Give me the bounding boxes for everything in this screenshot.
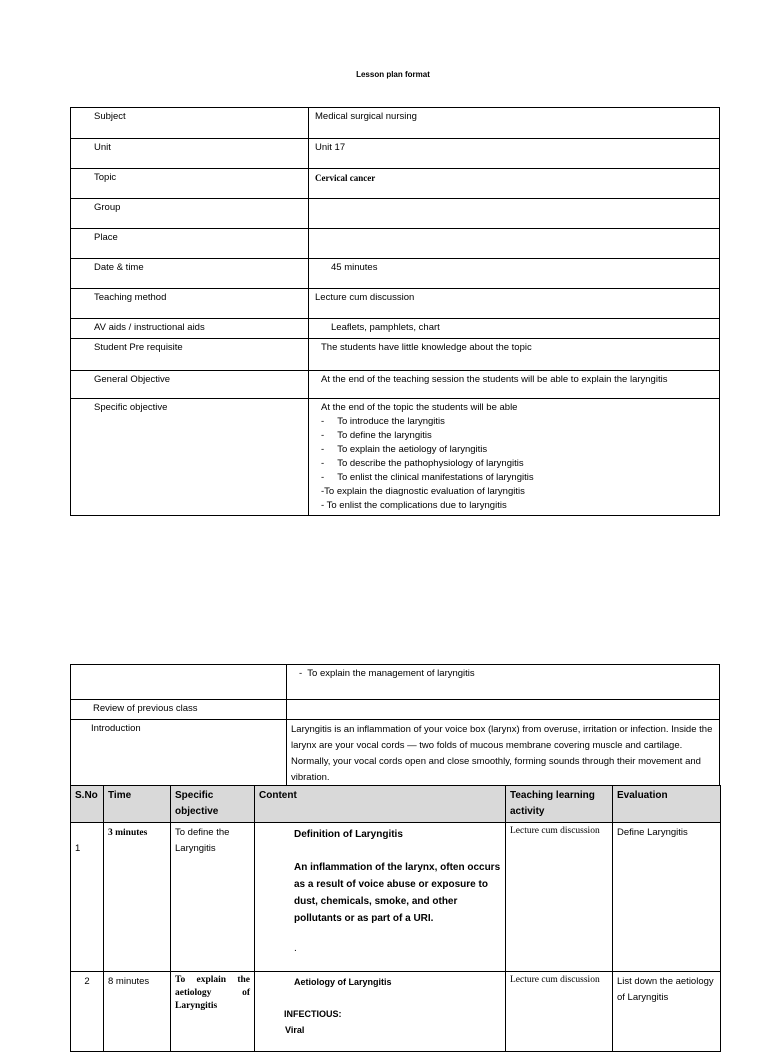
- introduction-text: Laryngitis is an inflammation of your voice box (larynx) from overuse, irritation or infection. Inside the larynx are your vocal cords — two folds of mucous membrane covering muscle and cartilage. Normally, your vocal cords open and close smoothly, forming sounds through their movement and vibration.: [287, 720, 720, 789]
- plan-label: [71, 665, 287, 700]
- plan-row: [71, 229, 720, 259]
- plan-label: Group: [71, 199, 309, 229]
- plan-label: Student Pre requisite: [71, 339, 309, 371]
- row-content: [255, 972, 506, 1052]
- plan-label: Unit: [71, 139, 309, 169]
- content-title: Aetiology of Laryngitis: [294, 977, 392, 987]
- content-title: Definition of Laryngitis: [294, 829, 403, 840]
- specific-item: - To explain the aetiology of laryngitis: [321, 444, 488, 455]
- plan-row: [71, 169, 720, 199]
- table-header-row: [71, 786, 721, 823]
- plan-value: Medical surgical nursing: [309, 108, 720, 139]
- plan-label: Date & time: [71, 259, 309, 289]
- row-activity: Lecture cum discussion: [506, 972, 613, 1052]
- plan-value: The students have little knowledge about the topic: [309, 339, 720, 371]
- plan-value: 45 minutes: [309, 259, 720, 289]
- plan-value: Cervical cancer: [309, 169, 720, 199]
- row-objective: To explain the aetiology of Laryngitis: [171, 972, 255, 1052]
- plan-label: AV aids / instructional aids: [71, 319, 309, 339]
- plan-row: [71, 108, 720, 139]
- plan-label: Topic: [71, 169, 309, 199]
- row-evaluation: Define Laryngitis: [613, 823, 721, 972]
- specific-objectives: [309, 399, 720, 516]
- plan-row: [71, 371, 720, 399]
- content-note: .: [294, 943, 297, 954]
- plan-value: Unit 17: [309, 139, 720, 169]
- plan-value: [309, 229, 720, 259]
- content-subheading: INFECTIOUS:: [284, 1009, 342, 1019]
- continued-plan-table: [70, 664, 720, 789]
- row-sno: 2: [71, 972, 104, 1052]
- specific-item: - To define the laryngitis: [321, 430, 432, 441]
- specific-intro: At the end of the topic the students will be able: [321, 402, 518, 413]
- header-time: Time: [104, 786, 171, 823]
- plan-row: [71, 259, 720, 289]
- specific-item: - To enlist the complications due to laryngitis: [321, 500, 507, 511]
- plan-label: Teaching method: [71, 289, 309, 319]
- row-time: 3 minutes: [104, 823, 171, 972]
- row-activity: Lecture cum discussion: [506, 823, 613, 972]
- plan-row: [71, 720, 720, 789]
- plan-row: [71, 319, 720, 339]
- lesson-content-table: [70, 785, 721, 1052]
- header-activity: Teaching learning activity: [506, 786, 613, 823]
- plan-row: [71, 700, 720, 720]
- lesson-plan-table: [70, 107, 720, 516]
- row-objective: To define the Laryngitis: [171, 823, 255, 972]
- plan-row: [71, 339, 720, 371]
- table-row: [71, 823, 721, 972]
- plan-label: Place: [71, 229, 309, 259]
- header-content: Content: [255, 786, 506, 823]
- plan-value: Leaflets, pamphlets, chart: [309, 319, 720, 339]
- plan-value: [309, 199, 720, 229]
- plan-label: General Objective: [71, 371, 309, 399]
- row-content: [255, 823, 506, 972]
- specific-item: - To enlist the clinical manifestations of laryngitis: [321, 472, 534, 483]
- plan-row-specific: [71, 399, 720, 516]
- header-sno: S.No: [71, 786, 104, 823]
- header-evaluation: Evaluation: [613, 786, 721, 823]
- row-sno: 1: [71, 823, 104, 972]
- plan-row: [71, 199, 720, 229]
- specific-item: - To introduce the laryngitis: [321, 416, 445, 427]
- specific-item-continued: - To explain the management of laryngitis: [287, 665, 720, 700]
- plan-label: Specific objective: [71, 399, 309, 516]
- row-evaluation: List down the aetiology of Laryngitis: [613, 972, 721, 1052]
- plan-row: [71, 289, 720, 319]
- plan-row: [71, 139, 720, 169]
- row-time: 8 minutes: [104, 972, 171, 1052]
- plan-row: [71, 665, 720, 700]
- content-body: An inflammation of the larynx, often occurs as a result of voice abuse or exposure to dust, chemicals, smoke, and other pollutants or as part of a URI.: [294, 862, 501, 924]
- plan-value: [287, 700, 720, 720]
- specific-item: -To explain the diagnostic evaluation of laryngitis: [321, 486, 525, 497]
- specific-item: - To describe the pathophysiology of laryngitis: [321, 458, 524, 469]
- plan-label: Subject: [71, 108, 309, 139]
- plan-value: Lecture cum discussion: [309, 289, 720, 319]
- table-row: [71, 972, 721, 1052]
- header-objective: Specific objective: [171, 786, 255, 823]
- plan-label: Introduction: [71, 720, 287, 789]
- content-subheading: Viral: [285, 1025, 305, 1035]
- plan-label: Review of previous class: [71, 700, 287, 720]
- document-title: Lesson plan format: [356, 70, 430, 79]
- plan-value: At the end of the teaching session the students will be able to explain the laryngitis: [309, 371, 720, 399]
